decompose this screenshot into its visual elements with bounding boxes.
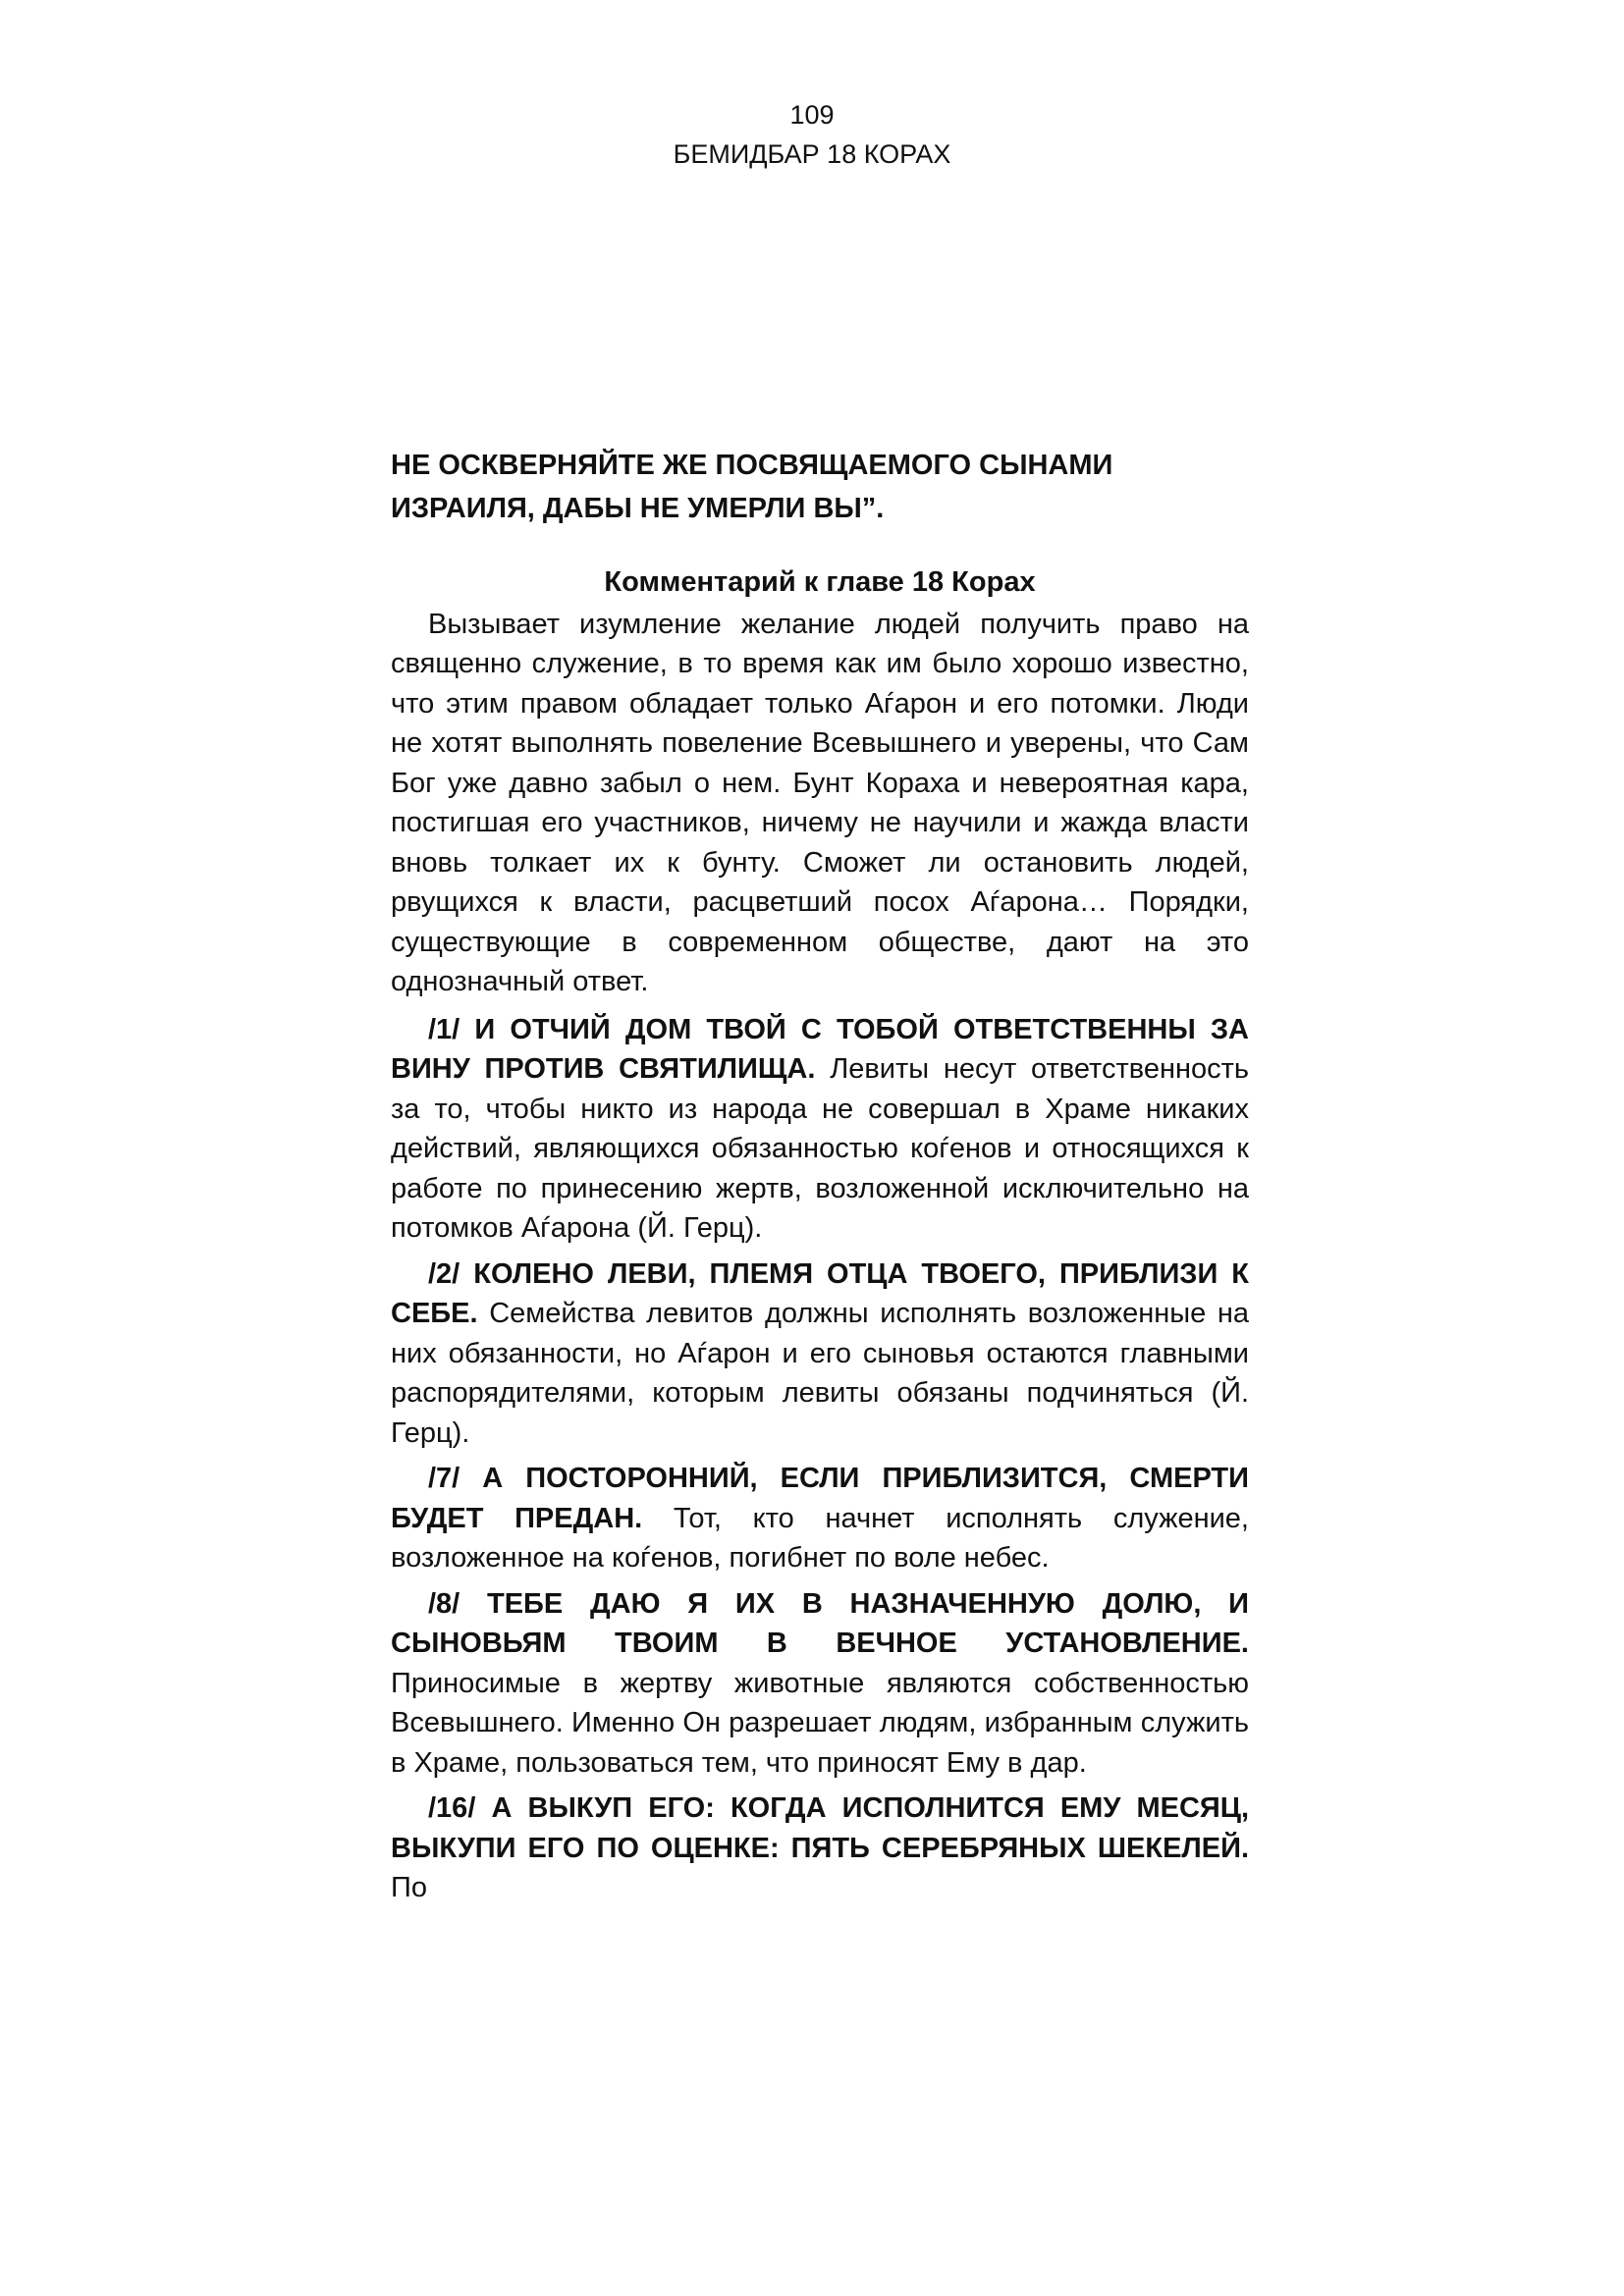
page-number: 109 <box>789 100 835 130</box>
entry-verse-quote: /7/ А ПОСТОРОННИЙ, ЕСЛИ ПРИБЛИЗИТСЯ, СМЕРТИ БУДЕТ ПРЕДАН. <box>391 1463 1249 1534</box>
entry-verse-quote: /8/ ТЕБЕ ДАЮ Я ИХ В НАЗНАЧЕННУЮ ДОЛЮ, И СЫНОВЬЯМ ТВОИМ В ВЕЧНОЕ УСТАНОВЛЕНИЕ. <box>391 1587 1249 1659</box>
commentary-intro: Вызывает изумление желание людей получить право на священно служение, в то время как им было хорошо известно, что этим правом обладает только Аѓарон и его потомки. Люди не хотят выполнять повеление Всевышнего и уверены, что Сам Бог уже давно забыл о нем. Бунт Кораха и невероятная кара, постигшая его участников, ничему не научили и жажда власти вновь толкает их к бунту. Сможет ли остановить людей, рвущихся к власти, расцветший посох Аѓарона… Порядки, существующие в современном обществе, дают на это однозначный ответ. <box>391 608 1249 997</box>
commentary-entry-2 <box>391 1255 1249 1454</box>
entry-explanation: Семейства левитов должны исполнять возложенные на них обязанности, но Аѓарон и его сыновья остаются главными распорядителями, которым левиты обязаны подчиняться (Й. Герц). <box>391 1298 1249 1449</box>
running-title: БЕМИДБАР 18 КОРАХ <box>673 139 951 169</box>
entry-verse-quote: /16/ А ВЫКУП ЕГО: КОГДА ИСПОЛНИТСЯ ЕМУ МЕСЯЦ, ВЫКУПИ ЕГО ПО ОЦЕНКЕ: ПЯТЬ СЕРЕБРЯНЫХ ШЕКЕЛЕЙ. <box>391 1792 1249 1864</box>
commentary-section <box>391 562 1249 1914</box>
entry-verse-quote: /1/ И ОТЧИЙ ДОМ ТВОЙ С ТОБОЙ ОТВЕТСТВЕННЫ ЗА ВИНУ ПРОТИВ СВЯТИЛИЩА. <box>391 1013 1249 1085</box>
commentary-entry-16 <box>391 1789 1249 1908</box>
commentary-entry-1 <box>391 1010 1249 1249</box>
entry-verse-quote: /2/ КОЛЕНО ЛЕВИ, ПЛЕМЯ ОТЦА ТВОЕГО, ПРИБЛИЗИ К СЕБЕ. <box>391 1257 1249 1329</box>
entry-explanation: Приносимые в жертву животные являются собственностью Всевышнего. Именно Он разрешает людям, избранным служить в Храме, пользоваться тем, что приносят Ему в дар. <box>391 1667 1249 1779</box>
entry-explanation: По <box>391 1872 427 1903</box>
commentary-title: Комментарий к главе 18 Корах <box>604 566 1036 598</box>
entry-explanation: Тот, кто начнет исполнять служение, возложенное на коѓенов, погибнет по воле небес. <box>391 1502 1249 1574</box>
verse-text-continuation: НЕ ОСКВЕРНЯЙТЕ ЖЕ ПОСВЯЩАЕМОГО СЫНАМИ ИЗРАИЛЯ, ДАБЫ НЕ УМЕРЛИ ВЫ”. <box>391 450 1113 524</box>
entry-explanation: Левиты несут ответственность за то, чтобы никто из народа не совершал в Храме никаких действий, являющихся обязанностью коѓенов и относящихся к работе по принесению жертв, возложенной исключительно на потомков Аѓарона (Й. Герц). <box>391 1053 1250 1244</box>
commentary-entry-7 <box>391 1459 1249 1578</box>
commentary-entry-8 <box>391 1584 1249 1784</box>
